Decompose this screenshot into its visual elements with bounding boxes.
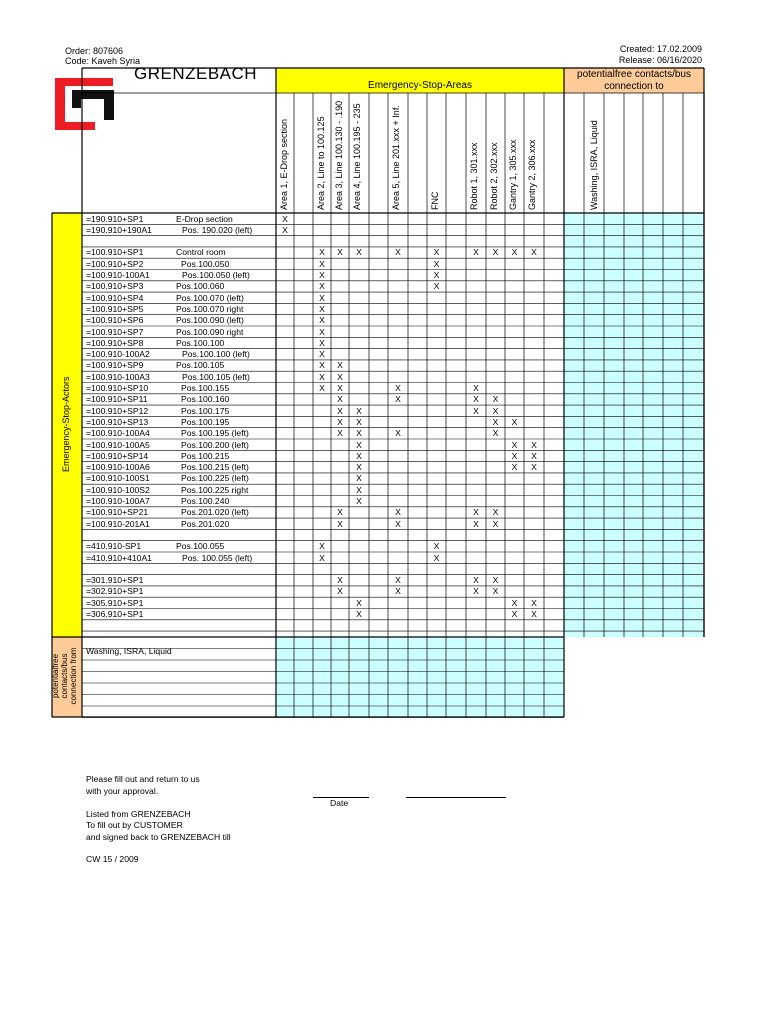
area-mark: X (531, 609, 537, 619)
area-mark: X (395, 247, 401, 258)
area-mark: X (337, 518, 343, 529)
area-mark: X (319, 349, 325, 360)
area-mark: X (319, 281, 325, 292)
customer-code: Code: Kaveh Syria (65, 56, 141, 66)
area-mark: X (337, 247, 343, 258)
order-number: Order: 807606 (65, 46, 124, 56)
contacts-from-matrix-fill (276, 637, 564, 717)
actor-id: =100.910-100A5 (86, 439, 150, 450)
area-mark: X (492, 405, 499, 416)
area-mark: X (395, 383, 401, 393)
area-mark: X (337, 507, 343, 518)
position-label: Pos.100.215 (181, 450, 230, 461)
area-mark: X (337, 405, 343, 416)
position-label: Control room (176, 247, 226, 258)
area-mark: X (531, 462, 537, 473)
position-label: Pos.100.215 (left) (181, 462, 249, 473)
area-mark: X (319, 371, 325, 382)
position-label: Pos.100.225 right (181, 484, 249, 495)
area-mark: X (356, 416, 362, 427)
actor-id: =100.910+SP11 (86, 394, 148, 405)
actor-id: =100.910-100S1 (86, 473, 150, 484)
area-mark: X (511, 450, 518, 461)
area-mark: X (492, 575, 499, 586)
footer-line-1: Please fill out and return to us (86, 774, 200, 784)
position-label: Pos.100.200 (left) (181, 439, 249, 450)
area-mark: X (433, 247, 440, 258)
contact-column-header: Washing, ISRA, Liquid (589, 120, 599, 210)
column-header: Area 3, Line 100.130 - .190 (334, 100, 344, 210)
actor-id: =190.910+SP1 (86, 213, 144, 224)
area-mark: X (356, 473, 362, 484)
area-mark: X (337, 383, 343, 393)
actor-id: =100.910+SP13 (86, 416, 149, 427)
calendar-week: CW 15 / 2009 (86, 854, 139, 864)
position-label: Pos.100.055 (176, 541, 225, 552)
actors-side-label: Emergency-Stop-Actors (61, 376, 71, 472)
area-mark: X (433, 552, 440, 563)
emergency-areas-title: Emergency-Stop-Areas (368, 80, 472, 91)
area-mark: X (356, 496, 362, 506)
area-mark: X (356, 609, 362, 619)
contacts-title: potentialfree contacts/bus connection to (577, 69, 691, 92)
area-mark: X (319, 337, 325, 348)
actor-id: =302.910+SP1 (86, 586, 144, 597)
actor-id: =100.910+SP12 (86, 405, 149, 416)
actor-id: =100.910+SP21 (86, 507, 149, 518)
area-mark: X (492, 394, 499, 405)
area-mark: X (337, 586, 343, 597)
actor-id: =100.910-100A2 (86, 349, 150, 360)
area-mark: X (319, 541, 325, 552)
actor-id: =100.910+SP6 (86, 315, 144, 326)
area-mark: X (319, 552, 325, 563)
area-mark: X (319, 247, 325, 258)
position-label: Pos.100.100 (left) (182, 349, 250, 360)
position-label: Pos.100.225 (left) (181, 473, 249, 484)
area-mark: X (433, 270, 440, 280)
area-mark: X (511, 597, 518, 608)
contact-row-label: Washing, ISRA, Liquid (86, 646, 172, 656)
position-label: Pos.201.020 (181, 518, 230, 529)
actor-id: =100.910+SP1 (86, 247, 144, 258)
position-label: Pos.100.070 right (176, 303, 244, 314)
area-mark: X (531, 247, 537, 258)
area-mark: X (473, 405, 479, 416)
area-mark: X (395, 575, 401, 586)
area-mark: X (356, 405, 362, 416)
actor-id: =100.910-100A6 (86, 462, 150, 473)
area-mark: X (395, 394, 401, 405)
position-label: Pos.100.155 (181, 383, 230, 393)
actor-id: =100.910-100A1 (86, 270, 150, 280)
area-mark: X (356, 597, 362, 608)
area-mark: X (473, 586, 479, 597)
area-mark: X (282, 224, 288, 235)
column-header: Area 4, Line 100.195 - 235 (352, 103, 362, 210)
column-header: Area 2, Line to 100.125 (316, 116, 326, 210)
column-header: FNC (430, 191, 440, 210)
column-header: Gantry 2, 306.xxx (527, 139, 537, 210)
contacts-matrix-fill (564, 213, 704, 637)
area-mark: X (473, 518, 479, 529)
actor-id: =100.910-100A3 (86, 371, 150, 382)
actor-id: =100.910-201A1 (86, 518, 150, 529)
actor-id: =305.910+SP1 (86, 597, 144, 608)
area-mark: X (492, 586, 499, 597)
area-mark: X (511, 462, 518, 473)
contacts-side-label: potentialfree contacts/bus connection from (51, 647, 78, 705)
actor-id: =301.910+SP1 (86, 575, 144, 586)
actor-id: =306.910+SP1 (86, 609, 144, 619)
actor-id: =100.910-100A4 (86, 428, 150, 439)
area-mark: X (319, 315, 325, 326)
area-mark: X (531, 439, 537, 450)
position-label: Pos.100.100 (176, 337, 225, 348)
position-label: Pos.201.020 (left) (181, 507, 249, 518)
actor-id: =100.910+SP9 (86, 360, 144, 371)
created-date: Created: 17.02.2009 (619, 44, 702, 54)
area-mark: X (473, 247, 479, 258)
signature-underline (406, 797, 506, 798)
release-date: Release: 06/16/2020 (618, 55, 702, 65)
actor-id: =100.910+SP7 (86, 326, 144, 337)
area-mark: X (473, 394, 479, 405)
area-mark: X (319, 258, 325, 269)
area-mark: X (356, 428, 362, 439)
area-mark: X (337, 428, 343, 439)
position-label: Pos.100.195 (181, 416, 230, 427)
actor-id: =100.910+SP8 (86, 337, 144, 348)
area-mark: X (395, 518, 401, 529)
area-mark: X (282, 213, 288, 224)
area-mark: X (337, 360, 343, 371)
position-label: Pos.100.070 (left) (176, 292, 244, 303)
area-mark: X (356, 484, 362, 495)
column-header: Area 1, E-Drop section (279, 118, 289, 210)
area-mark: X (492, 416, 499, 427)
actor-id: =100.910+SP10 (86, 383, 149, 393)
area-mark: X (473, 575, 479, 586)
position-label: Pos.100.050 (181, 258, 230, 269)
position-label: E-Drop section (176, 213, 233, 224)
area-mark: X (319, 383, 325, 393)
area-mark: X (511, 609, 518, 619)
area-mark: X (395, 507, 401, 518)
position-label: Pos.100.195 (left) (181, 428, 249, 439)
area-mark: X (319, 270, 325, 280)
area-mark: X (319, 292, 325, 303)
position-label: Pos.100.175 (181, 405, 230, 416)
footer-line-5: and signed back to GRENZEBACH till (86, 832, 231, 842)
actor-id: =100.910-100S2 (86, 484, 150, 495)
area-mark: X (319, 303, 325, 314)
area-mark: X (511, 416, 518, 427)
actor-id: =410.910+410A1 (86, 552, 152, 563)
area-mark: X (492, 428, 499, 439)
company-name: GRENZEBACH (134, 64, 258, 83)
area-mark: X (319, 360, 325, 371)
actor-id: =100.910+SP5 (86, 303, 144, 314)
area-mark: X (433, 258, 440, 269)
column-header: Robot 2, 302.xxx (489, 142, 499, 210)
area-mark: X (433, 541, 440, 552)
footer-line-3: Listed from GRENZEBACH (86, 809, 191, 819)
area-mark: X (473, 507, 479, 518)
date-label: Date (330, 798, 349, 808)
position-label: Pos.100.090 right (176, 326, 244, 337)
area-mark: X (511, 439, 518, 450)
position-label: Pos.100.240 (181, 496, 230, 506)
area-mark: X (337, 575, 343, 586)
area-mark: X (395, 428, 401, 439)
actor-id: =100.910+SP4 (86, 292, 144, 303)
position-label: Pos.100.105 (176, 360, 225, 371)
area-mark: X (395, 586, 401, 597)
area-mark: X (356, 247, 362, 258)
area-mark: X (531, 450, 537, 461)
area-mark: X (492, 247, 499, 258)
area-mark: X (337, 394, 343, 405)
actor-id: =100.910+SP2 (86, 258, 144, 269)
area-mark: X (356, 439, 362, 450)
column-header: Robot 1, 301.xxx (469, 142, 479, 210)
actor-id: =100.910+SP3 (86, 281, 144, 292)
area-mark: X (433, 281, 440, 292)
position-label: Pos.100.105 (left) (182, 371, 250, 382)
area-mark: X (473, 383, 479, 393)
area-mark: X (356, 450, 362, 461)
position-label: Pos.100.160 (181, 394, 230, 405)
area-mark: X (319, 326, 325, 337)
column-header: Gantry 1, 305.xxx (508, 139, 518, 210)
footer-line-2: with your approval. (86, 786, 159, 796)
position-label: Pos.100.050 (left) (182, 270, 250, 280)
area-mark: X (492, 518, 499, 529)
footer-line-4: To fill out by CUSTOMER (86, 820, 183, 830)
actor-id: =190.910+190A1 (86, 224, 152, 235)
position-label: Pos. 100.055 (left) (182, 552, 253, 563)
area-mark: X (531, 597, 537, 608)
actor-id: =100.910+SP14 (86, 450, 149, 461)
position-label: Pos.100.060 (176, 281, 225, 292)
area-mark: X (511, 247, 518, 258)
area-mark: X (337, 371, 343, 382)
area-mark: X (337, 416, 343, 427)
actor-id: =410.910-SP1 (86, 541, 142, 552)
column-header: Area 5, Line 201.xxx + Inf. (391, 105, 401, 210)
actor-id: =100.910-100A7 (86, 496, 150, 506)
position-label: Pos.100.090 (left) (176, 315, 244, 326)
position-label: Pos. 190.020 (left) (182, 224, 253, 235)
area-mark: X (356, 462, 362, 473)
area-mark: X (492, 507, 499, 518)
